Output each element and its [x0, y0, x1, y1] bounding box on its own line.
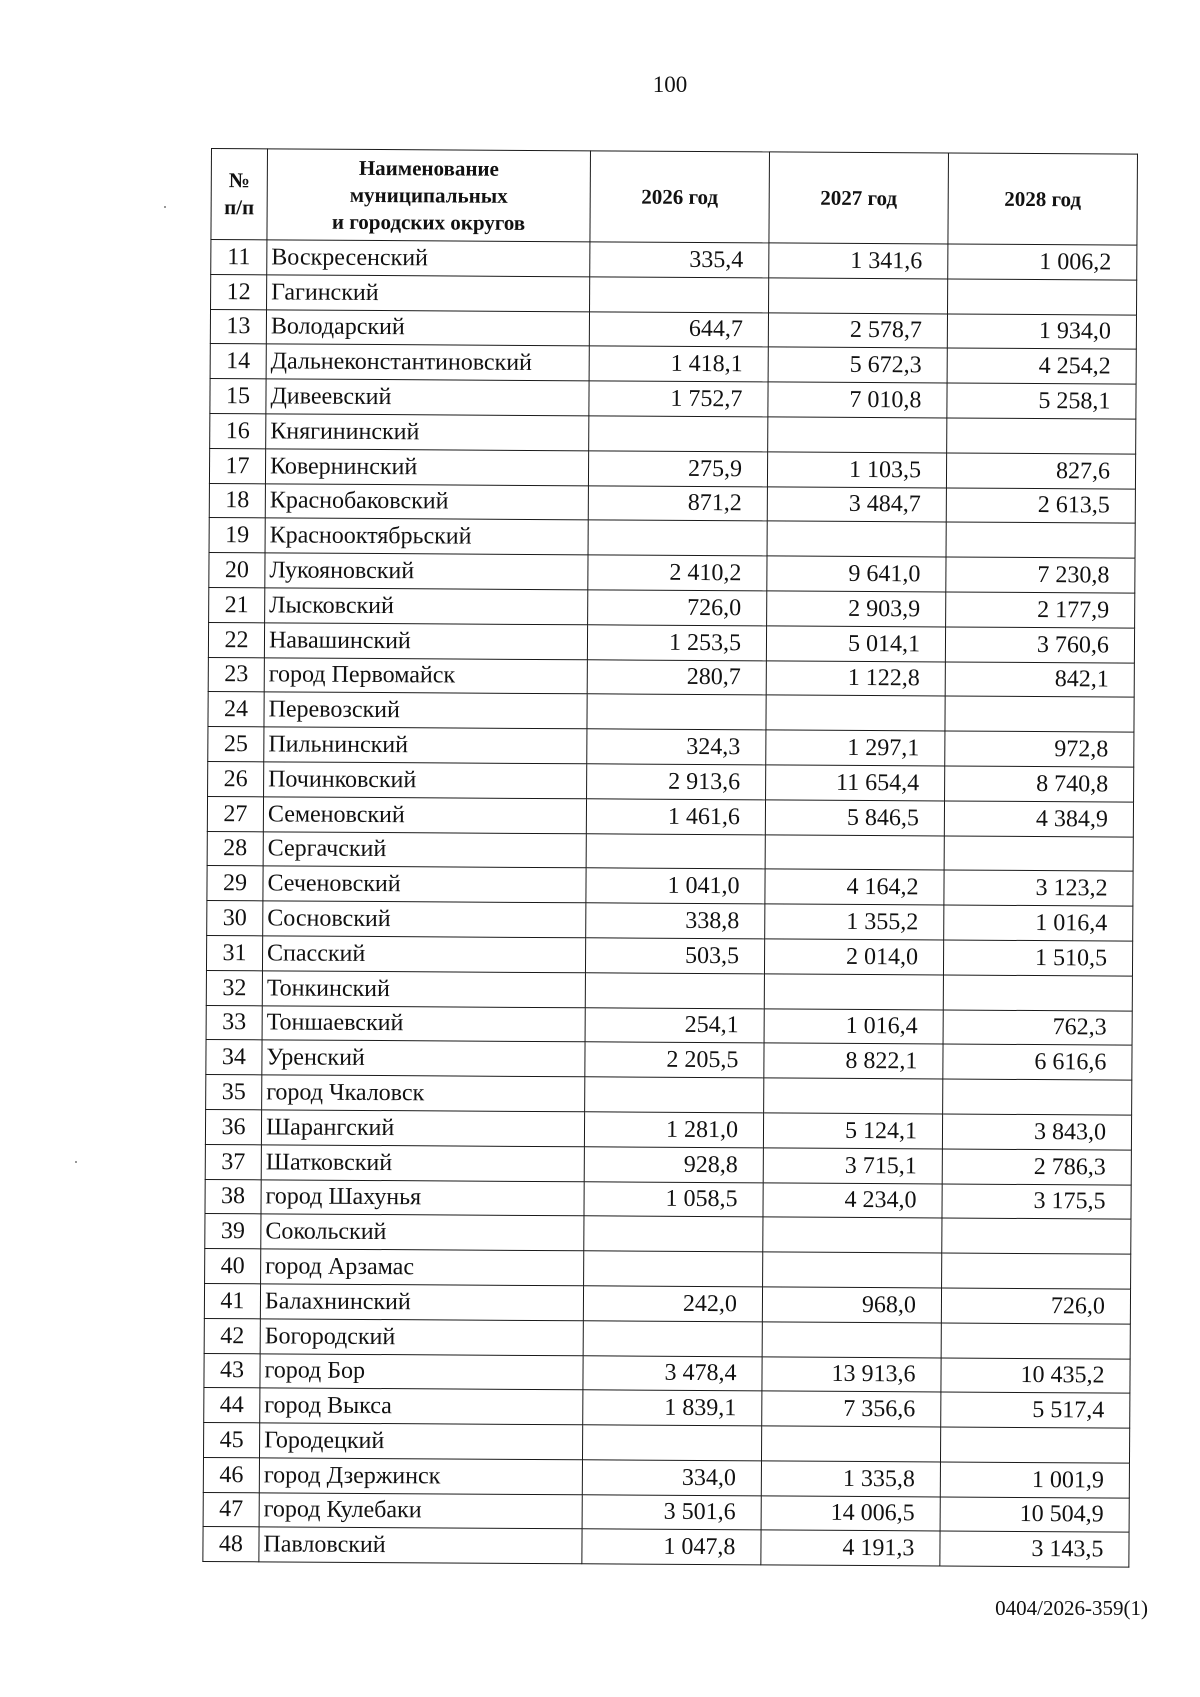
value-2028: 6 616,6: [943, 1044, 1132, 1080]
value-2027: 11 654,4: [766, 765, 945, 801]
row-number: 48: [203, 1527, 259, 1562]
table-row: [210, 309, 1136, 349]
value-2028: [947, 418, 1136, 454]
row-number: 18: [209, 483, 265, 518]
row-number: 35: [206, 1075, 262, 1110]
municipality-name: Спасский: [262, 936, 585, 973]
row-number: 15: [210, 379, 266, 414]
municipality-name: Богородский: [260, 1319, 583, 1356]
row-number: 17: [209, 448, 265, 483]
municipality-name: Княгининский: [266, 414, 589, 451]
municipality-name: Городецкий: [260, 1423, 583, 1460]
table-row: [203, 1492, 1129, 1532]
table-row: [210, 413, 1136, 453]
municipality-name: Балахнинский: [260, 1284, 583, 1321]
municipality-name: Сергачский: [263, 831, 586, 868]
municipality-name: город Арзамас: [261, 1249, 584, 1286]
table-row: [209, 483, 1135, 523]
row-number: 27: [207, 796, 263, 831]
municipality-name: Навашинский: [264, 623, 587, 660]
value-2028: [948, 279, 1137, 315]
value-2028: 827,6: [946, 453, 1135, 489]
value-2026: 1 461,6: [586, 799, 765, 835]
value-2027: [767, 521, 946, 557]
value-2026: [582, 1425, 761, 1461]
municipality-name: Ковернинский: [265, 449, 588, 486]
table-row: [206, 935, 1132, 975]
value-2027: [764, 974, 943, 1010]
value-2027: 3 484,7: [767, 486, 946, 522]
table-row: [211, 274, 1137, 314]
municipality-name: Краснооктябрьский: [265, 518, 588, 555]
value-2027: 14 006,5: [761, 1496, 940, 1532]
value-2026: 2 913,6: [587, 764, 766, 800]
municipality-name: Володарский: [266, 309, 589, 346]
value-2028: [940, 1427, 1129, 1463]
value-2026: [585, 973, 764, 1009]
value-2028: [944, 836, 1133, 872]
row-number: 39: [205, 1214, 261, 1249]
table-row: [206, 970, 1132, 1010]
table-row: [210, 344, 1136, 384]
municipality-name: город Дзержинск: [259, 1458, 582, 1495]
value-2027: [763, 1217, 942, 1253]
row-number: 19: [209, 518, 265, 553]
table-row: [207, 796, 1133, 836]
row-number: 38: [205, 1179, 261, 1214]
value-2027: [763, 1252, 942, 1288]
value-2027: 1 355,2: [765, 904, 944, 940]
value-2026: 280,7: [587, 659, 766, 695]
value-2026: 928,8: [584, 1147, 763, 1183]
municipality-name: Тоншаевский: [262, 1005, 585, 1042]
value-2026: 1 752,7: [589, 381, 768, 417]
table-row: [205, 1109, 1131, 1149]
value-2026: 338,8: [586, 903, 765, 939]
row-number: 23: [208, 657, 264, 692]
value-2026: 1 418,1: [589, 346, 768, 382]
table-row: [204, 1283, 1130, 1323]
value-2028: 1 006,2: [948, 244, 1137, 280]
row-number: 13: [210, 309, 266, 344]
municipality-name: Уренский: [262, 1040, 585, 1077]
table-row: [210, 379, 1136, 419]
table-row: [207, 866, 1133, 906]
municipality-name: Сеченовский: [263, 866, 586, 903]
municipality-name: Шарангский: [261, 1110, 584, 1147]
value-2028: 1 510,5: [943, 940, 1132, 976]
table-row: [207, 831, 1133, 871]
value-2027: 1 335,8: [761, 1461, 940, 1497]
row-number: 25: [208, 727, 264, 762]
row-number: 26: [208, 761, 264, 796]
value-2027: 2 903,9: [767, 591, 946, 627]
value-2028: 5 517,4: [941, 1392, 1130, 1428]
row-number: 24: [208, 692, 264, 727]
municipality-name: город Выкса: [260, 1388, 583, 1425]
municipality-name: Починковский: [264, 762, 587, 799]
value-2028: 10 504,9: [940, 1497, 1129, 1533]
row-number: 28: [207, 831, 263, 866]
row-number: 36: [205, 1109, 261, 1144]
value-2026: 644,7: [589, 311, 768, 347]
value-2028: 1 001,9: [940, 1462, 1129, 1498]
value-2028: 4 384,9: [944, 801, 1133, 837]
row-number: 12: [211, 274, 267, 309]
table-row: [207, 901, 1133, 941]
value-2026: [590, 277, 769, 313]
value-2027: 1 103,5: [767, 452, 946, 488]
table-row: [204, 1353, 1130, 1393]
table-row: [211, 240, 1137, 280]
value-2026: 335,4: [590, 242, 769, 278]
value-2027: 1 122,8: [766, 660, 945, 696]
header-name: [267, 149, 591, 242]
header-2028: 2028 год: [948, 153, 1138, 245]
value-2028: [943, 1079, 1132, 1115]
value-2028: [945, 696, 1134, 732]
value-2028: 3 143,5: [940, 1531, 1129, 1567]
header-name-label: Наименование муниципальных и городских округов: [331, 155, 526, 235]
value-2028: 10 435,2: [941, 1357, 1130, 1393]
value-2027: [765, 834, 944, 870]
table-row: [205, 1179, 1131, 1219]
row-number: 42: [204, 1318, 260, 1353]
municipality-name: город Бор: [260, 1353, 583, 1390]
value-2028: 3 175,5: [942, 1184, 1131, 1220]
value-2027: 13 913,6: [762, 1356, 941, 1392]
value-2026: 3 478,4: [583, 1355, 762, 1391]
value-2028: 8 740,8: [945, 766, 1134, 802]
municipality-name: Сосновский: [263, 901, 586, 938]
table-row: [203, 1527, 1129, 1567]
municipality-name: Лысковский: [265, 588, 588, 625]
municipality-name: Дальнеконстантиновский: [266, 344, 589, 381]
value-2026: 3 501,6: [582, 1494, 761, 1530]
row-number: 16: [210, 413, 266, 448]
municipality-name: Шатковский: [261, 1145, 584, 1182]
table-row: [204, 1388, 1130, 1428]
value-2026: [586, 833, 765, 869]
municipality-name: Лукояновский: [265, 553, 588, 590]
value-2027: 968,0: [762, 1287, 941, 1323]
value-2028: 1 934,0: [947, 314, 1136, 350]
value-2026: 1 253,5: [587, 625, 766, 661]
row-number: 47: [203, 1492, 259, 1527]
table-row: [208, 692, 1134, 732]
table-row: [208, 727, 1134, 767]
scan-speck: [164, 206, 166, 208]
value-2026: [584, 1216, 763, 1252]
row-number: 14: [210, 344, 266, 379]
value-2028: [942, 1253, 1131, 1289]
value-2028: 762,3: [943, 1010, 1132, 1046]
value-2028: 2 613,5: [946, 488, 1135, 524]
municipality-name: Гагинский: [267, 275, 590, 312]
value-2026: [588, 520, 767, 556]
municipality-name: Сокольский: [261, 1214, 584, 1251]
value-2027: 8 822,1: [764, 1043, 943, 1079]
value-2026: 242,0: [583, 1286, 762, 1322]
value-2028: 972,8: [945, 731, 1134, 767]
row-number: 31: [206, 935, 262, 970]
municipality-name: Краснобаковский: [265, 483, 588, 520]
table-row: [203, 1457, 1129, 1497]
value-2026: [583, 1320, 762, 1356]
value-2027: [769, 278, 948, 314]
value-2026: 2 410,2: [588, 555, 767, 591]
value-2026: 1 058,5: [584, 1181, 763, 1217]
value-2027: 1 341,6: [769, 243, 948, 279]
table-body: [203, 240, 1137, 1568]
value-2027: 4 191,3: [761, 1530, 940, 1566]
value-2026: 254,1: [585, 1007, 764, 1043]
header-num: [211, 149, 268, 240]
table-row: [205, 1144, 1131, 1184]
value-2026: [587, 694, 766, 730]
table-row: [209, 587, 1135, 627]
value-2026: 1 839,1: [583, 1390, 762, 1426]
municipal-allocation-table: [202, 148, 1138, 1568]
table-header-row: [211, 149, 1138, 246]
table-row: [205, 1249, 1131, 1289]
value-2026: 1 041,0: [586, 868, 765, 904]
value-2028: 2 786,3: [942, 1149, 1131, 1185]
value-2026: [585, 1077, 764, 1113]
value-2027: 2 578,7: [768, 313, 947, 349]
row-number: 30: [207, 901, 263, 936]
row-number: 41: [204, 1283, 260, 1318]
value-2027: [768, 417, 947, 453]
value-2027: 3 715,1: [763, 1148, 942, 1184]
value-2027: 7 356,6: [762, 1391, 941, 1427]
value-2027: 7 010,8: [768, 382, 947, 418]
value-2026: 2 205,5: [585, 1042, 764, 1078]
value-2026: 1 281,0: [584, 1112, 763, 1148]
value-2027: 5 014,1: [766, 626, 945, 662]
value-2028: 2 177,9: [946, 592, 1135, 628]
table-row: [206, 1005, 1132, 1045]
table-row: [209, 518, 1135, 558]
value-2028: 726,0: [941, 1288, 1130, 1324]
municipality-name: Воскресенский: [267, 240, 590, 277]
table-row: [208, 657, 1134, 697]
value-2028: [946, 522, 1135, 558]
value-2027: [766, 695, 945, 731]
table-row: [209, 448, 1135, 488]
row-number: 20: [209, 553, 265, 588]
municipality-name: Дивеевский: [266, 379, 589, 416]
value-2027: 4 234,0: [763, 1182, 942, 1218]
value-2027: 1 297,1: [766, 730, 945, 766]
table-row: [208, 622, 1134, 662]
value-2026: 726,0: [588, 590, 767, 626]
row-number: 21: [209, 587, 265, 622]
value-2028: 842,1: [945, 662, 1134, 698]
value-2027: [762, 1322, 941, 1358]
value-2027: 4 164,2: [765, 869, 944, 905]
value-2028: 1 016,4: [944, 905, 1133, 941]
value-2028: 3 843,0: [942, 1114, 1131, 1150]
row-number: 44: [204, 1388, 260, 1423]
header-num-label: № п/п: [224, 168, 255, 220]
table-row: [205, 1214, 1131, 1254]
page-number: 100: [652, 72, 688, 97]
value-2026: 1 047,8: [582, 1529, 761, 1565]
value-2027: 5 124,1: [763, 1113, 942, 1149]
table-row: [206, 1075, 1132, 1115]
row-number: 40: [205, 1249, 261, 1284]
value-2028: 7 230,8: [946, 557, 1135, 593]
header-2027: 2027 год: [769, 152, 949, 244]
row-number: 32: [206, 970, 262, 1005]
scan-speck: [75, 1161, 77, 1163]
row-number: 22: [208, 622, 264, 657]
value-2028: 3 760,6: [945, 627, 1134, 663]
value-2026: 334,0: [582, 1460, 761, 1496]
municipality-name: Семеновский: [263, 797, 586, 834]
municipality-name: Перевозский: [264, 692, 587, 729]
header-2026: 2026 год: [590, 151, 770, 243]
value-2028: 5 258,1: [947, 383, 1136, 419]
row-number: 33: [206, 1005, 262, 1040]
row-number: 29: [207, 866, 263, 901]
document-code: 0404/2026-359(1): [995, 1596, 1148, 1620]
value-2028: [943, 975, 1132, 1011]
value-2028: [942, 1218, 1131, 1254]
value-2026: 871,2: [588, 485, 767, 521]
value-2026: [589, 416, 768, 452]
table-row: [206, 1040, 1132, 1080]
municipality-name: Тонкинский: [262, 971, 585, 1008]
table-row: [204, 1423, 1130, 1463]
value-2028: 4 254,2: [947, 348, 1136, 384]
value-2026: 324,3: [587, 729, 766, 765]
table-row: [209, 553, 1135, 593]
municipality-name: город Чкаловск: [262, 1075, 585, 1112]
row-number: 11: [211, 240, 267, 275]
table-row: [208, 761, 1134, 801]
value-2027: [761, 1426, 940, 1462]
row-number: 34: [206, 1040, 262, 1075]
value-2026: 503,5: [585, 938, 764, 974]
value-2026: [584, 1251, 763, 1287]
value-2028: [941, 1323, 1130, 1359]
municipality-name: Павловский: [259, 1527, 582, 1564]
value-2027: 2 014,0: [764, 939, 943, 975]
table-row: [204, 1318, 1130, 1358]
municipality-name: город Первомайск: [264, 657, 587, 694]
municipality-name: город Шахунья: [261, 1179, 584, 1216]
table-wrapper: [202, 148, 1137, 1568]
value-2027: 5 672,3: [768, 347, 947, 383]
municipality-name: город Кулебаки: [259, 1493, 582, 1530]
municipality-name: Пильнинский: [264, 727, 587, 764]
value-2027: 9 641,0: [767, 556, 946, 592]
value-2028: 3 123,2: [944, 870, 1133, 906]
row-number: 43: [204, 1353, 260, 1388]
value-2026: 275,9: [588, 451, 767, 487]
value-2027: [764, 1078, 943, 1114]
value-2027: 5 846,5: [765, 800, 944, 836]
row-number: 45: [204, 1423, 260, 1458]
row-number: 37: [205, 1144, 261, 1179]
row-number: 46: [203, 1457, 259, 1492]
value-2027: 1 016,4: [764, 1008, 943, 1044]
